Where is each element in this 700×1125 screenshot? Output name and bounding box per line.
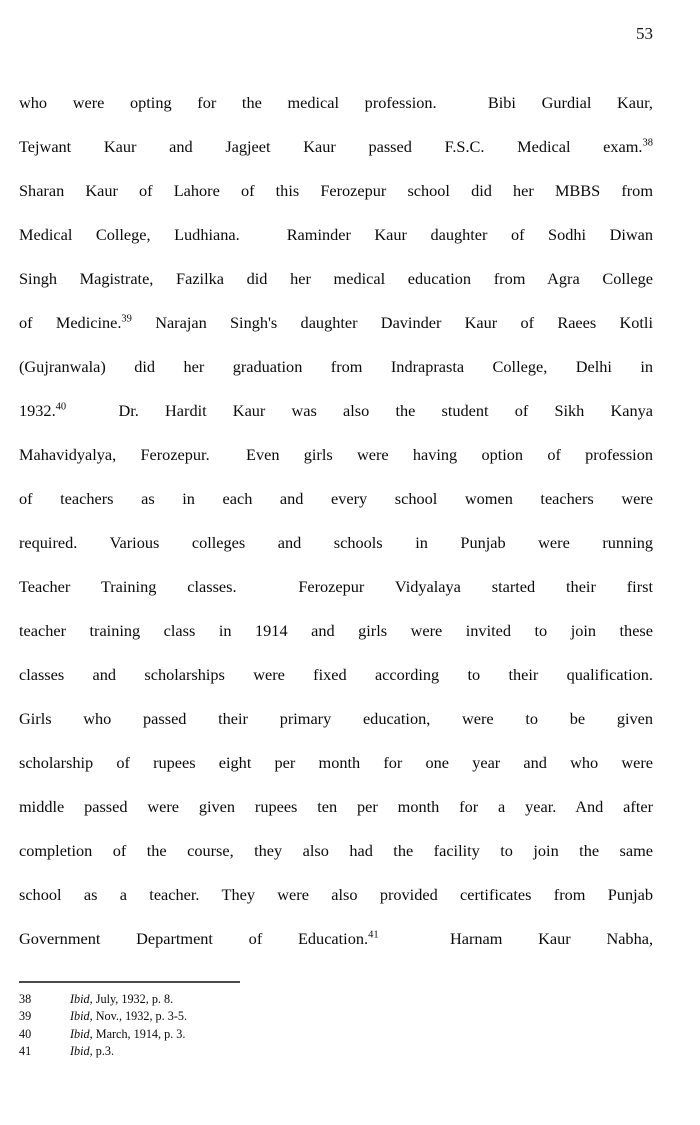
text-line (19, 565, 653, 609)
text-line (19, 169, 653, 213)
footnote-source: Ibid, (70, 992, 93, 1006)
line-text-tail: Dr. Hardit Kaur was also the student of Sikh Kanya (66, 401, 653, 420)
line-text: 1932. (19, 401, 56, 420)
footnote-detail: March, 1914, p. 3. (92, 1026, 186, 1041)
footnote-entry (19, 1026, 419, 1043)
text-line (19, 213, 653, 257)
footnote-number: 38 (19, 992, 32, 1006)
line-text: of Medicine. (19, 313, 122, 332)
line-text: of teachers as in each and every school women teachers were (19, 489, 653, 508)
line-text: teacher training class in 1914 and girls were invited to join these (19, 621, 653, 640)
text-line (19, 257, 653, 301)
footnote-marker-40: 40 (55, 401, 67, 413)
page-number: 53 (636, 24, 653, 43)
line-text: Sharan Kaur of Lahore of this Ferozepur school did her MBBS from (19, 181, 653, 200)
text-line (19, 477, 653, 521)
line-text: scholarship of rupees eight per month for one year and who were (19, 753, 653, 772)
text-line (19, 917, 653, 961)
footnote-detail: Nov., 1932, p. 3-5. (92, 1009, 188, 1024)
text-line (19, 697, 653, 741)
line-text: completion of the course, they also had the facility to join the same (19, 841, 653, 860)
text-line (19, 873, 653, 917)
footnote-entry (19, 991, 419, 1008)
text-line (19, 345, 653, 389)
text-line (19, 125, 653, 169)
footnote-marker-39: 39 (121, 313, 132, 325)
footnote-detail: p.3. (92, 1043, 115, 1058)
text-line (19, 609, 653, 653)
body-text-block (19, 81, 653, 961)
line-text: Teacher Training classes. Ferozepur Vidyalaya started their first (19, 577, 653, 596)
line-text: Government Department of Education. (19, 929, 369, 948)
text-line (19, 521, 653, 565)
line-text: middle passed were given rupees ten per month for a year. And after (19, 797, 653, 816)
line-text: school as a teacher. They were also provided certificates from Punjab (19, 885, 653, 904)
footnote-list (19, 991, 419, 1060)
line-text: Singh Magistrate, Fazilka did her medical education from Agra College (19, 269, 653, 288)
footnote-detail: July, 1932, p. 8. (92, 992, 174, 1006)
line-text: Mahavidyalya, Ferozepur. Even girls were having option of profession (19, 445, 653, 464)
text-line (19, 785, 653, 829)
footnote-marker-41: 41 (368, 929, 379, 941)
footnote-separator-rule (19, 981, 240, 983)
text-line (19, 389, 653, 433)
footnote-source: Ibid, (70, 1043, 93, 1058)
footnote-number: 39 (19, 1009, 32, 1024)
line-text: (Gujranwala) did her graduation from Indraprasta College, Delhi in (19, 357, 653, 376)
line-text: required. Various colleges and schools in Punjab were running (19, 533, 653, 552)
line-text: Girls who passed their primary education, were to be given (19, 709, 653, 728)
line-text-tail: Harnam Kaur Nabha, (378, 929, 654, 948)
line-text: classes and scholarships were fixed according to their qualification. (19, 665, 653, 684)
text-line (19, 653, 653, 697)
line-text: Tejwant Kaur and Jagjeet Kaur passed F.S.C. Medical exam. (19, 137, 643, 156)
footnote-number: 40 (19, 1026, 32, 1041)
line-text-tail: Narajan Singh's daughter Davinder Kaur of Raees Kotli (131, 313, 653, 332)
line-text: Medical College, Ludhiana. Raminder Kaur daughter of Sodhi Diwan (19, 225, 653, 244)
footnote-entry (19, 1043, 419, 1060)
footnote-marker-38: 38 (642, 137, 653, 149)
text-line (19, 81, 653, 125)
text-line (19, 301, 653, 345)
line-text: who were opting for the medical profession. Bibi Gurdial Kaur, (19, 93, 653, 112)
footnote-entry (19, 1008, 419, 1025)
footnote-source: Ibid, (70, 1026, 93, 1041)
text-line (19, 829, 653, 873)
footnote-source: Ibid, (70, 1009, 93, 1024)
text-line (19, 741, 653, 785)
text-line (19, 433, 653, 477)
footnote-number: 41 (19, 1043, 32, 1058)
